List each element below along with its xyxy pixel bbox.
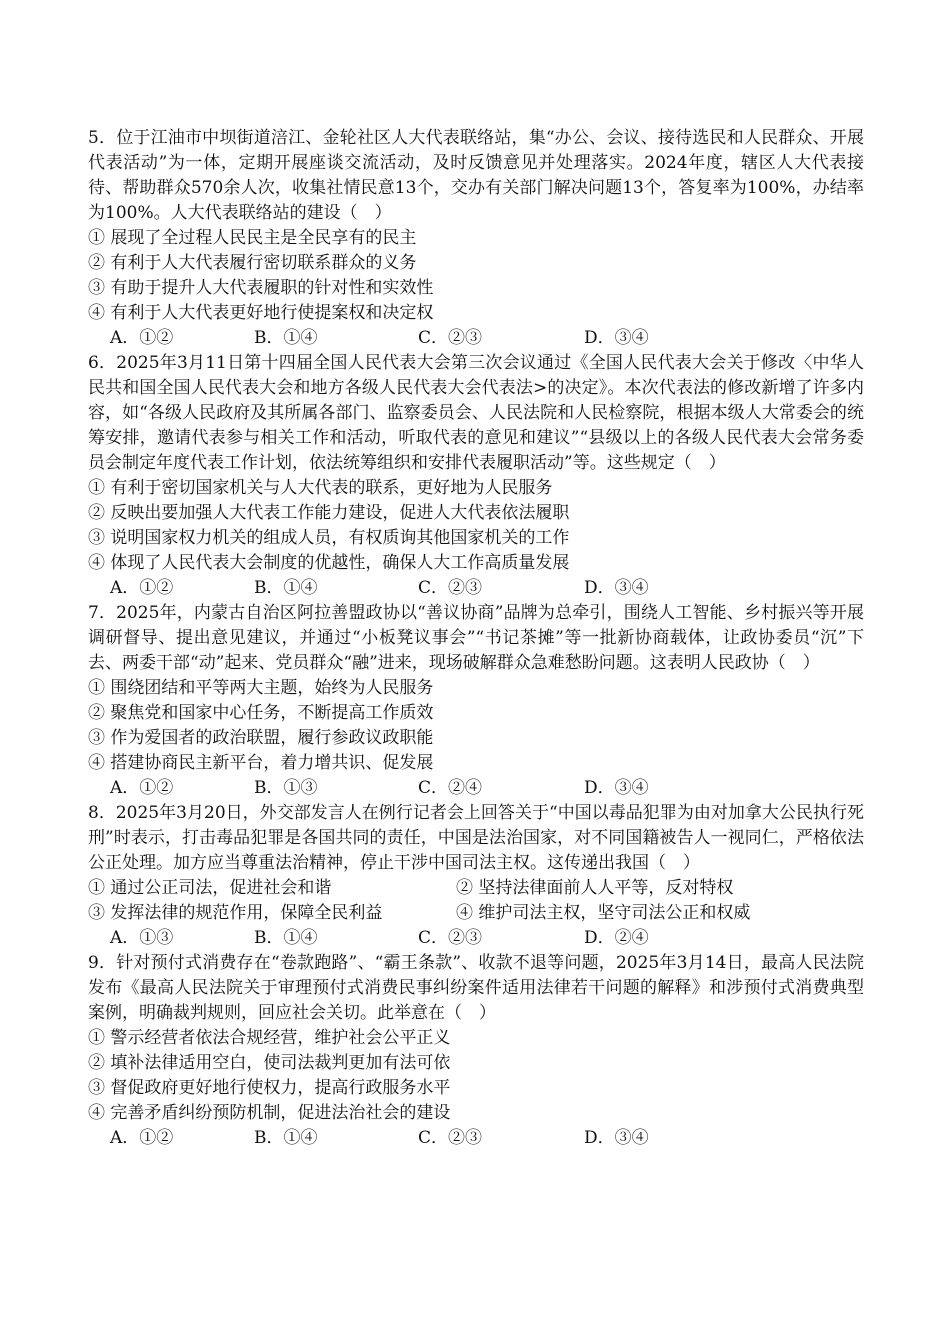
statement-option: ④ 体现了人民代表大会制度的优越性，确保人大工作高质量发展 [88,553,570,573]
choice-b: B．①③ [254,778,318,798]
statement-option: ③ 督促政府更好地行使权力，提高行政服务水平 [88,1078,451,1098]
statement-option: ① 围绕团结和平等两大主题，始终为人民服务 [88,678,434,698]
choice-d: D．③④ [584,328,649,348]
statement-option: ③ 有助于提升人大代表履职的针对性和实效性 [88,278,434,298]
choice-d: D．②④ [584,928,649,948]
question-5 [88,126,864,351]
answer-choices [88,926,864,951]
statement-row [88,876,864,901]
question-stem: 7．2025年，内蒙古自治区阿拉善盟政协以“善议协商”品牌为总牵引，围绕人工智能、乡村振兴等开展调研督导、提出意见建议，并通过“小板凳议事会”“书记茶摊”等一批新协商载体，让政协委员“沉”下去、两委干部“动”起来、党员群众“融”进来，现场破解群众急难愁盼问题。这表明人民政协（ ） [88,603,864,673]
choice-d: D．③④ [584,1128,649,1148]
statement-option: ③ 说明国家权力机关的组成人员，有权质询其他国家机关的工作 [88,528,570,548]
exam-page [88,126,864,1151]
question-7 [88,601,864,801]
statement-option: ① 展现了全过程人民民主是全民享有的民主 [88,228,417,248]
choice-a: A．①③ [110,928,174,948]
statement-option: ④ 搭建协商民主新平台，着力增共识、促发展 [88,753,434,773]
question-9 [88,951,864,1151]
choice-c: C．②③ [418,328,483,348]
choice-a: A．①② [110,328,174,348]
statement-option: ② 反映出要加强人大代表工作能力建设，促进人大代表依法履职 [88,503,570,523]
choice-b: B．①④ [254,578,318,598]
statement-option: ② 聚焦党和国家中心任务，不断提高工作质效 [88,703,434,723]
statement-option: ① 有利于密切国家机关与人大代表的联系，更好地为人民服务 [88,478,553,498]
statement-option: ② 坚持法律面前人人平等，反对特权 [456,878,734,898]
choice-c: C．②③ [418,928,483,948]
question-6 [88,351,864,601]
choice-a: A．①② [110,1128,174,1148]
answer-choices [88,1126,864,1151]
choice-c: C．②③ [418,578,483,598]
statement-option: ① 通过公正司法，促进社会和谐 [88,878,332,898]
answer-choices [88,576,864,601]
choice-c: C．②④ [418,778,483,798]
statement-option: ③ 发挥法律的规范作用，保障全民利益 [88,903,383,923]
choice-d: D．③④ [584,778,649,798]
choice-c: C．②③ [418,1128,483,1148]
statement-option: ① 警示经营者依法合规经营，维护社会公平正义 [88,1028,451,1048]
choice-b: B．①④ [254,928,318,948]
choice-b: B．①④ [254,1128,318,1148]
choice-b: B．①④ [254,328,318,348]
choice-a: A．①② [110,578,174,598]
question-stem: 9．针对预付式消费存在“卷款跑路”、“霸王条款”、收款不退等问题，2025年3月14日，最高人民法院发布《最高人民法院关于审理预付式消费民事纠纷案件适用法律若干问题的解释》和涉预付式消费典型案例，明确裁判规则，回应社会关切。此举意在（ ） [88,953,864,1023]
statement-option: ④ 完善矛盾纠纷预防机制，促进法治社会的建设 [88,1103,451,1123]
choice-a: A．①② [110,778,174,798]
answer-choices [88,326,864,351]
statement-option: ② 有利于人大代表履行密切联系群众的义务 [88,253,417,273]
answer-choices [88,776,864,801]
choice-d: D．③④ [584,578,649,598]
question-stem: 6．2025年3月11日第十四届全国人民代表大会第三次会议通过《全国人民代表大会关于修改〈中华人民共和国全国人民代表大会和地方各级人民代表大会代表法>的决定》。本次代表法的修改新增了许多内容，如“各级人民政府及其所属各部门、监察委员会、人民法院和人民检察院，根据本级人大常委会的统筹安排，邀请代表参与相关工作和活动，听取代表的意见和建议”“县级以上的各级人民代表大会常务委员会制定年度代表工作计划，依法统筹组织和安排代表履职活动”等。这些规定（ ） [88,353,864,473]
question-8 [88,801,864,951]
statement-option: ④ 维护司法主权，坚守司法公正和权威 [456,903,751,923]
statement-option: ② 填补法律适用空白，使司法裁判更加有法可依 [88,1053,451,1073]
question-stem: 5．位于江油市中坝街道涪江、金轮社区人大代表联络站，集“办公、会议、接待选民和人民群众、开展代表活动”为一体，定期开展座谈交流活动，及时反馈意见并处理落实。2024年度，辖区人大代表接待、帮助群众570余人次，收集社情民意13个，交办有关部门解决问题13个，答复率为100%，办结率为100%。人大代表联络站的建设（ ） [88,128,864,223]
statement-row [88,901,864,926]
statement-option: ④ 有利于人大代表更好地行使提案权和决定权 [88,303,434,323]
question-stem: 8．2025年3月20日，外交部发言人在例行记者会上回答关于“中国以毒品犯罪为由对加拿大公民执行死刑”时表示，打击毒品犯罪是各国共同的责任，中国是法治国家，对不同国籍被告人一视同仁，严格依法公正处理。加方应当尊重法治精神，停止干涉中国司法主权。这传递出我国（ ） [88,803,864,873]
statement-option: ③ 作为爱国者的政治联盟，履行参政议政职能 [88,728,434,748]
